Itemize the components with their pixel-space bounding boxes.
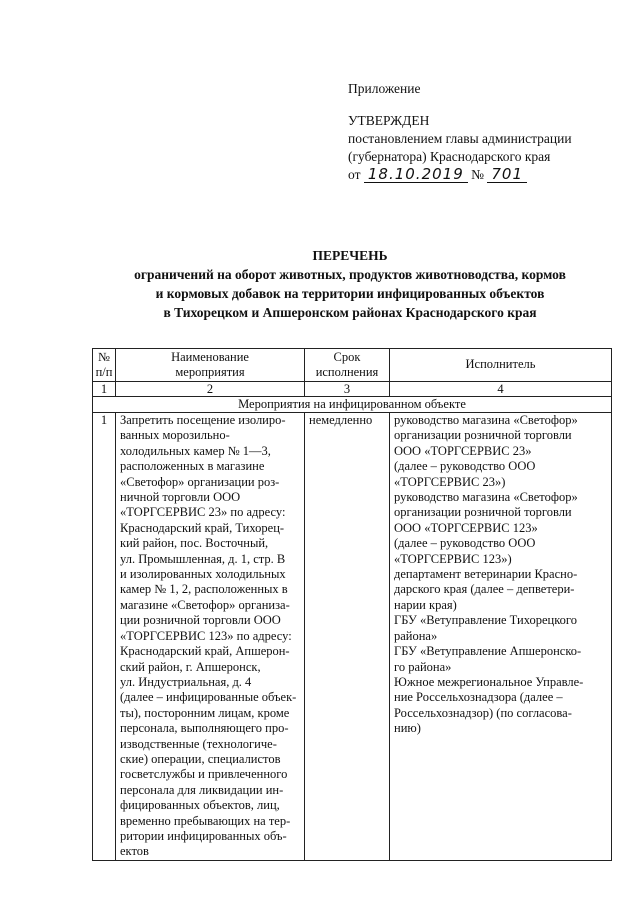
cell-text-line: персонала, выполняющего про- — [120, 721, 289, 736]
cell-text-line: ты), посторонним лицам, кроме — [120, 705, 290, 720]
cell-text-line: ритории инфицированных объ- — [120, 828, 287, 843]
row-executor-cell — [390, 413, 612, 861]
cell-text-line: нию) — [394, 721, 421, 736]
cell-text-line: района» — [394, 628, 438, 643]
header-executor: Исполнитель — [390, 349, 612, 382]
cell-text-line: (далее – руководство ООО — [394, 459, 536, 474]
row-name-cell — [116, 413, 305, 861]
cell-text-line: «ТОРГСЕРВИС 23») — [394, 474, 506, 489]
approval-line-1: постановлением главы администрации — [348, 131, 572, 146]
cell-text-line: ции розничной торговли ООО — [120, 613, 281, 628]
approval-block — [348, 80, 628, 184]
header-term: Срок исполнения — [305, 349, 390, 382]
cell-text-line: Россельхознадзор) (по согласова- — [394, 705, 572, 720]
row-number: 1 — [93, 413, 116, 861]
section-title: Мероприятия на инфицированном объекте — [93, 397, 612, 413]
cell-text-line: ские) операции, специалистов — [120, 751, 281, 766]
cell-text-line: организации розничной торговли — [394, 505, 572, 520]
cell-text-line: Краснодарский край, Тихорец- — [120, 520, 285, 535]
appendix-label: Приложение — [348, 81, 421, 96]
cell-text-line: ванных морозильно- — [120, 428, 230, 443]
approval-number: 701 — [487, 167, 527, 183]
cell-text-line: холодильных камер № 1—3, — [120, 443, 271, 458]
cell-text-line: (далее – руководство ООО — [394, 536, 536, 551]
cell-text-line: изводственные (технологиче- — [120, 736, 277, 751]
cell-text-line: организации розничной торговли — [394, 428, 572, 443]
cell-text-line: (далее – инфицированные объек- — [120, 690, 297, 705]
cell-text-line: департамент ветеринарии Красно- — [394, 567, 578, 582]
approval-date-line — [348, 166, 628, 184]
cell-text-line: руководство магазина «Светофор» — [394, 413, 578, 427]
cell-text-line: и изолированных холодильных — [120, 567, 286, 582]
subtitle-line-2: и кормовых добавок на территории инфицированных объектов — [155, 286, 545, 301]
subtitle-line-3: в Тихорецком и Апшеронском районах Краснодарского края — [163, 305, 537, 320]
subtitle-line-1: ограничений на оборот животных, продуктов животноводства, кормов — [134, 267, 566, 282]
document-heading — [60, 246, 640, 322]
cell-text-line: ГБУ «Ветуправление Апшеронско- — [394, 644, 582, 659]
cell-text-line: ул. Промышленная, д. 1, стр. В — [120, 551, 286, 566]
cell-text-line: ГБУ «Ветуправление Тихорецкого — [394, 613, 577, 628]
approval-date: 18.10.2019 — [364, 167, 468, 183]
cell-text-line: камер № 1, 2, расположенных в — [120, 582, 288, 597]
column-number-row — [93, 382, 612, 397]
header-name: Наименование мероприятия — [116, 349, 305, 382]
table-row — [93, 413, 612, 861]
header-num: № п/п — [93, 349, 116, 382]
from-label: от — [348, 167, 361, 182]
cell-text-line: Южное межрегиональное Управле- — [394, 674, 584, 689]
cell-text-line: ектов — [120, 844, 149, 859]
cell-text-line: «ТОРГСЕРВИС 23» по адресу: — [120, 505, 286, 520]
cell-text-line: «ТОРГСЕРВИС 123» по адресу: — [120, 628, 292, 643]
cell-text-line: магазине «Светофор» организа- — [120, 597, 290, 612]
cell-text-line: фицированных объектов, лиц, — [120, 798, 280, 813]
number-label: № — [471, 167, 485, 182]
approved-label: УТВЕРЖДЕН — [348, 113, 430, 128]
cell-text-line: ООО «ТОРГСЕРВИС 23» — [394, 443, 532, 458]
column-number: 4 — [390, 382, 612, 397]
measures-table — [92, 348, 612, 861]
cell-text-line: Краснодарский край, Апшерон- — [120, 644, 290, 659]
cell-text-line: ООО «ТОРГСЕРВИС 123» — [394, 520, 538, 535]
cell-text-line: госветслужбы и привлеченного — [120, 767, 288, 782]
cell-text-line: ние Россельхознадзора (далее – — [394, 690, 563, 705]
document-title: ПЕРЕЧЕНЬ — [312, 248, 388, 263]
cell-text-line: кий район, пос. Восточный, — [120, 536, 269, 551]
cell-text-line: временно пребывающих на тер- — [120, 813, 291, 828]
cell-text-line: Запретить посещение изолиро- — [120, 413, 286, 427]
cell-text-line: ничной торговли ООО — [120, 490, 241, 505]
cell-text-line: ский район, г. Апшеронск, — [120, 659, 261, 674]
column-number: 3 — [305, 382, 390, 397]
cell-text-line: ул. Индустриальная, д. 4 — [120, 674, 252, 689]
column-number: 2 — [116, 382, 305, 397]
column-number: 1 — [93, 382, 116, 397]
approval-line-2: (губернатора) Краснодарского края — [348, 149, 551, 164]
cell-text-line: руководство магазина «Светофор» — [394, 490, 578, 505]
cell-text-line: «Светофор» организации роз- — [120, 474, 280, 489]
section-row — [93, 397, 612, 413]
cell-text-line: расположенных в магазине — [120, 459, 265, 474]
cell-text-line: нарии края) — [394, 597, 457, 612]
cell-text-line: дарского края (далее – депветери- — [394, 582, 575, 597]
cell-text-line: персонала для ликвидации ин- — [120, 782, 284, 797]
table-header-row — [93, 349, 612, 382]
row-term: немедленно — [305, 413, 390, 861]
cell-text-line: го района» — [394, 659, 452, 674]
cell-text-line: «ТОРГСЕРВИС 123») — [394, 551, 512, 566]
